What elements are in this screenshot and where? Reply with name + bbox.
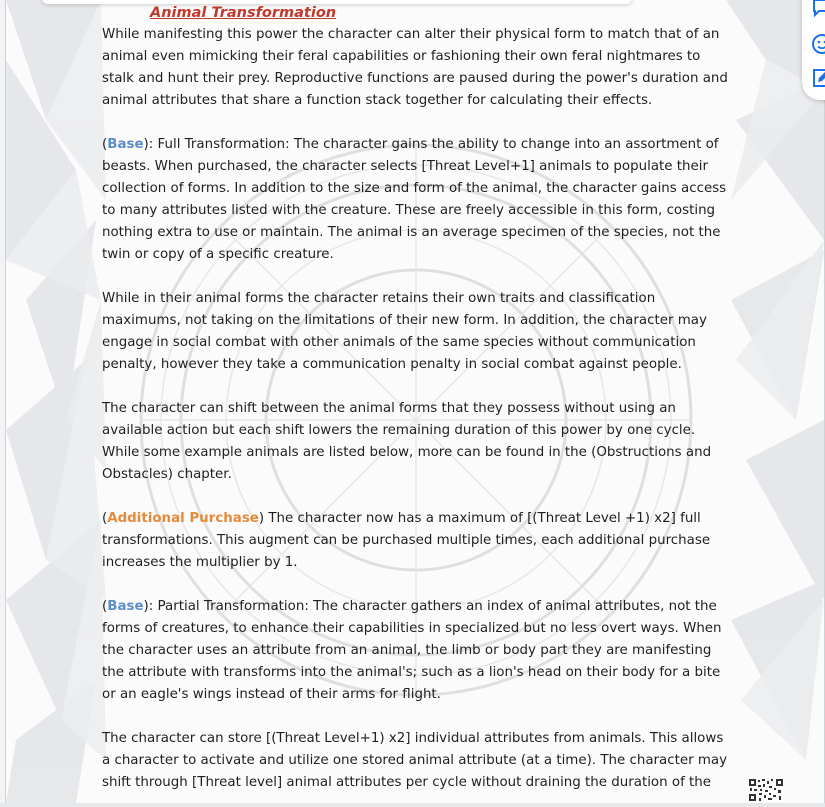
base-text: Partial Transformation: The character gathers an index of animal attributes, not the forms of creatures, to enhance their capabilities in specialized but no less overt ways. When the character uses an attribute from an animal, the limb or body part they are manifesting the attribute with transforms into the animal's; such as a lion's head on their body for a bite or an eagle's wings instead of their arms for flight.	[102, 599, 722, 702]
paren-open: (	[102, 599, 108, 614]
previous-page-edge	[42, 0, 632, 4]
base-tag: Base	[107, 599, 144, 614]
side-action-panel	[802, 0, 825, 100]
base-partial-transformation	[102, 596, 728, 706]
base-text: Full Transformation: The character gains the ability to change into an assortment of beasts. When purchased, the character selects [Threat Level+1] animals to populate their collection of forms. In addition to the size and form of the animal, the character gains access to many attributes listed with the creature. These are freely accessible in this form, costing nothing extra to use or maintain. The animal is an average specimen of the species, not the twin or copy of a specific creature.	[102, 137, 727, 262]
suggest-edit-icon[interactable]	[810, 66, 825, 90]
examples-paragraph: While some example animals are listed below, more can be found in the (Obstructions and Obstacles) chapter.	[102, 445, 712, 482]
shift-paragraph: The character can shift between the animal forms that they possess without using an available action but each shift lowers the remaining duration of this power by one cycle.	[102, 401, 696, 438]
document-page	[5, 0, 825, 803]
additional-purchase	[102, 508, 728, 574]
intro-paragraph: While manifesting this power the character can alter their physical form to match that of an animal even mimicking their feral capabilities or fashioning their own feral nightmares to stalk and hunt their prey. Reproductive functions are paused during the power's duration and animal attributes that share a function stack together for calculating their effects.	[102, 27, 728, 108]
traits-paragraph: While in their animal forms the character retains their own traits and classification maximums, not taking on the limitations of their new form. In addition, the character may engage in social combat with other animals of the same species without communication penalty, however they take a communication penalty in social combat against people.	[102, 291, 707, 372]
paren-open: (	[102, 511, 108, 526]
paren-close: )	[258, 511, 265, 526]
store-paragraph: The character can store [(Threat Level+1) x2] individual attributes from animals. This allows a character to activate and utilize one stored animal attribute (at a time). The character may shift through [Threat level] animal attributes per cycle without draining the duration of the	[102, 731, 728, 790]
section-title: Animal Transformation	[150, 5, 337, 21]
additional-text: The character now has a maximum of [(Threat Level +1) x2] full transformations. This augment can be purchased multiple times, each additional purchase increases the multiplier by 1.	[102, 511, 711, 570]
additional-purchase-tag: Additional Purchase	[107, 511, 259, 526]
paren-open: (	[102, 137, 108, 152]
base-tag: Base	[107, 137, 144, 152]
paren-close: ):	[143, 599, 154, 614]
document-body	[102, 24, 728, 803]
bottom-scroll-edge	[0, 803, 825, 807]
base-full-transformation	[102, 134, 728, 266]
qr-code-icon	[748, 778, 784, 802]
emoji-icon[interactable]	[810, 32, 825, 56]
paren-close: ):	[143, 137, 154, 152]
comment-icon[interactable]	[810, 0, 825, 20]
